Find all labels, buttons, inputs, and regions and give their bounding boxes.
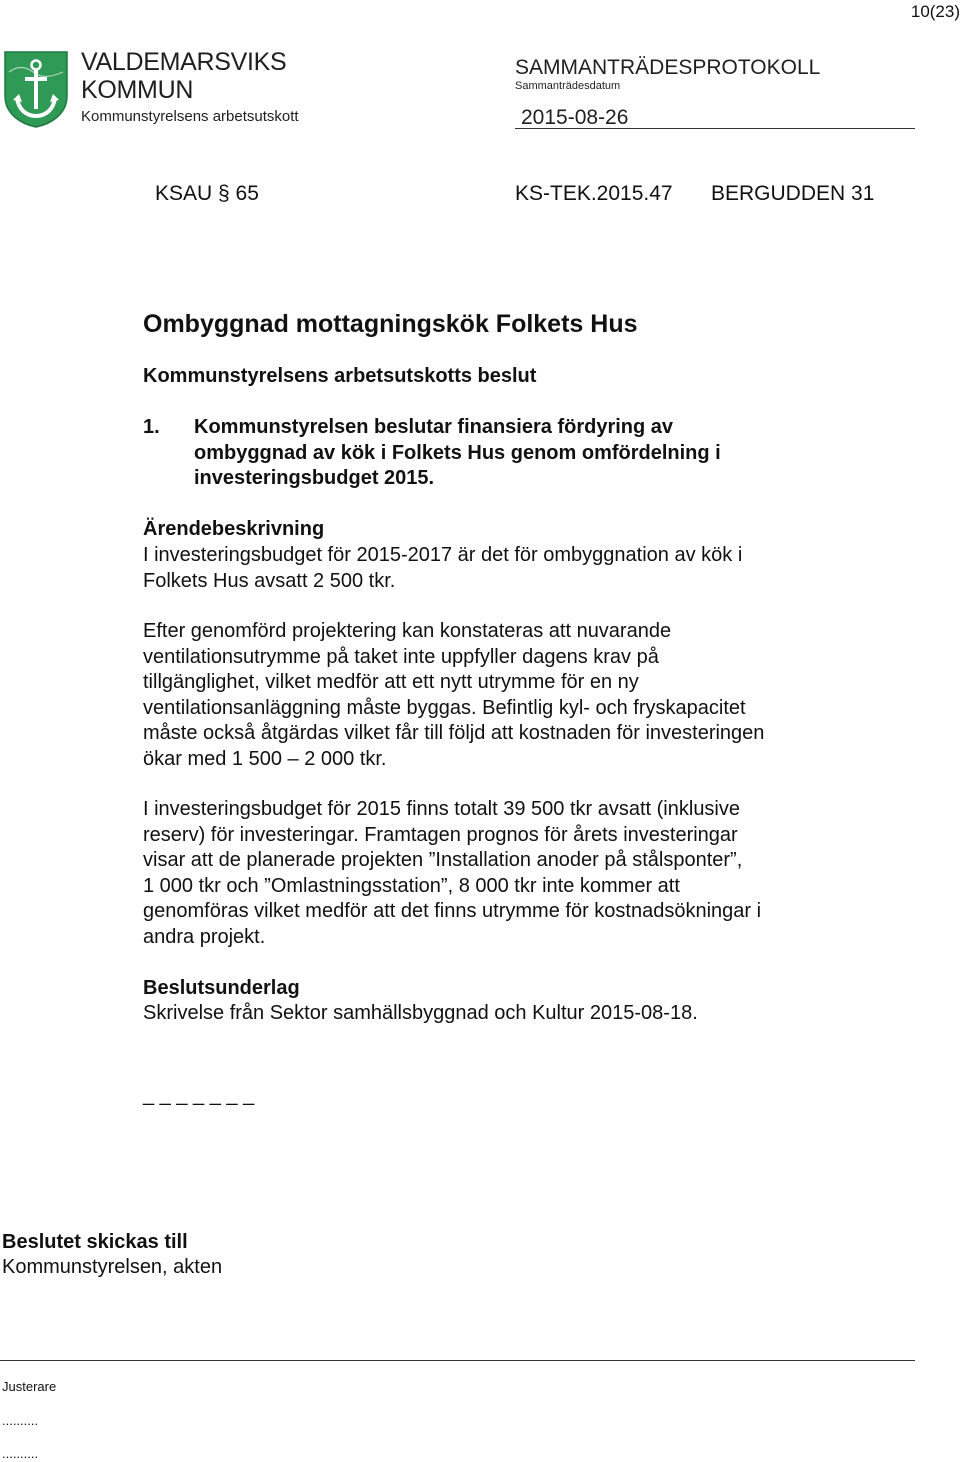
header-divider [515, 128, 915, 129]
case-subject: BERGUDDEN 31 [711, 182, 875, 205]
paragraph-line: Folkets Hus avsatt 2 500 tkr. [143, 569, 396, 592]
case-title: Ombyggnad mottagningskök Folkets Hus [143, 310, 638, 338]
paragraph-line: andra projekt. [143, 925, 266, 948]
paragraph-line: I investeringsbudget för 2015-2017 är det för ombyggnation av kök i [143, 544, 743, 566]
description-paragraph-1 [143, 543, 742, 594]
case-diarie-number: KS-TEK.2015.47 [515, 182, 673, 205]
paragraph-line: 1 000 tkr och ”Omlastningsstation”, 8 000 tkr inte kommer att [143, 874, 680, 897]
signature-line: .......... [2, 1446, 39, 1461]
organization-name-line2: KOMMUN [81, 76, 194, 104]
organization-name [81, 48, 286, 104]
decision-line: Kommunstyrelsen beslutar finansiera fördyring av [194, 416, 674, 438]
basis-text: Skrivelse från Sektor samhällsbyggnad och Kultur 2015-08-18. [143, 1002, 698, 1024]
paragraph-line: visar att de planerade projekten ”Installation anoder på stålsponter”, [143, 849, 743, 871]
organization-unit: Kommunstyrelsens arbetsutskott [81, 108, 299, 125]
paragraph-line: reserv) för investeringar. Framtagen prognos för årets investeringar [143, 823, 738, 846]
paragraph-line: ventilationsanläggning måste byggas. Befintlig kyl- och fryskapacitet [143, 696, 746, 719]
page-number: 10(23) [910, 2, 960, 21]
paragraph-line: Efter genomförd projektering kan konstateras att nuvarande [143, 620, 672, 642]
sent-to-recipients: Kommunstyrelsen, akten [2, 1256, 223, 1278]
paragraph-line: måste också åtgärdas vilket får till följd att kostnaden för investeringen [143, 722, 765, 744]
signature-line: .......... [2, 1413, 39, 1428]
document-type-title: SAMMANTRÄDESPROTOKOLL [515, 56, 821, 79]
paragraph-line: ventilationsutrymme på taket inte uppfyller dagens krav på [143, 645, 659, 668]
description-paragraph-3 [143, 797, 761, 950]
description-heading: Ärendebeskrivning [143, 518, 325, 540]
paragraph-line: tillgänglighet, vilket medför att ett nytt utrymme för en ny [143, 671, 639, 693]
paragraph-line: genomföras vilket medför att det finns utrymme för kostnadsökningar i [143, 900, 762, 922]
footer-divider [0, 1360, 915, 1361]
basis-heading: Beslutsunderlag [143, 977, 300, 999]
meeting-date-label: Sammanträdesdatum [515, 80, 621, 92]
case-section-number: KSAU § 65 [155, 182, 259, 205]
meeting-date: 2015-08-26 [521, 106, 629, 129]
decision-line: investeringsbudget 2015. [194, 467, 435, 489]
organization-name-line1: VALDEMARSVIKS [81, 48, 287, 76]
municipal-crest-logo [3, 50, 69, 128]
description-paragraph-2 [143, 619, 764, 772]
decision-line: ombyggnad av kök i Folkets Hus genom omfördelning i [194, 441, 721, 464]
decision-heading: Kommunstyrelsens arbetsutskotts beslut [143, 365, 537, 387]
decision-item-text [194, 415, 721, 492]
paragraph-line: I investeringsbudget för 2015 finns totalt 39 500 tkr avsatt (inklusive [143, 798, 741, 820]
decision-item-number: 1. [143, 416, 160, 438]
footer-adjuster-label: Justerare [2, 1379, 57, 1394]
section-separator: _ _ _ _ _ _ _ [143, 1084, 255, 1106]
paragraph-line: ökar med 1 500 – 2 000 tkr. [143, 747, 387, 770]
sent-to-heading: Beslutet skickas till [2, 1231, 188, 1253]
